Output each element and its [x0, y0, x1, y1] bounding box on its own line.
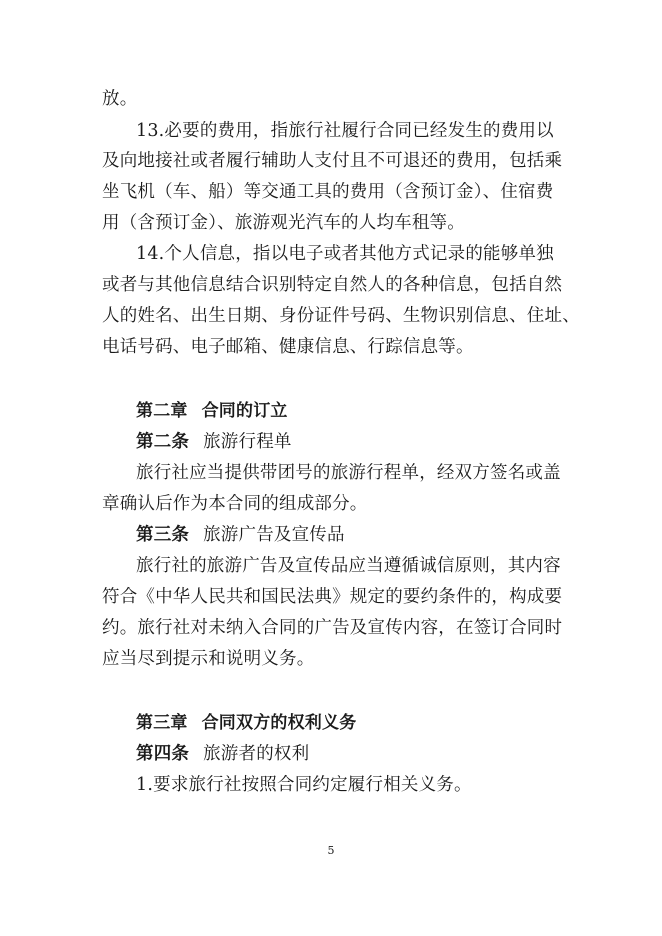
article-title: 旅游行程单: [203, 432, 292, 452]
paragraph-line: 放。: [102, 89, 138, 109]
article-title: 旅游者的权利: [203, 744, 310, 764]
chapter-title: 合同双方的权利义务: [201, 713, 357, 733]
item-13-line: 13.必要的费用，指旅行社履行合同已经发生的费用以: [136, 121, 554, 141]
article-2-text: 旅行社应当提供带团号的旅游行程单，经双方签名或盖: [136, 463, 561, 483]
item-13-line: 坐飞机（车、船）等交通工具的费用（含预订金）、住宿费: [102, 182, 554, 202]
article-3-text: 旅行社的旅游广告及宣传品应当遵循诚信原则，其内容: [136, 556, 561, 576]
article-2-heading: [136, 431, 292, 453]
item-13-line: 及向地接社或者履行辅助人支付且不可退还的费用，包括乘: [102, 151, 563, 171]
item-14-line: 人的姓名、出生日期、身份证件号码、生物识别信息、住址、: [102, 306, 580, 326]
article-4-text: 1.要求旅行社按照合同约定履行相关义务。: [136, 775, 472, 795]
chapter-2-heading: [136, 400, 288, 422]
article-3-text: 应当尽到提示和说明义务。: [102, 649, 315, 669]
article-2-text: 章确认后作为本合同的组成部分。: [102, 494, 368, 514]
article-title: 旅游广告及宣传品: [203, 525, 345, 545]
article-number: 第四条: [136, 744, 190, 764]
chapter-3-heading: [136, 712, 356, 734]
chapter-number: 第二章: [136, 401, 188, 421]
item-13-line: 用（含预订金）、旅游观光汽车的人均车租等。: [102, 213, 465, 233]
chapter-title: 合同的订立: [201, 401, 288, 421]
article-4-heading: [136, 743, 309, 765]
item-14-line: 或者与其他信息结合识别特定自然人的各种信息，包括自然: [102, 275, 563, 295]
article-number: 第三条: [136, 525, 190, 545]
chapter-number: 第三章: [136, 713, 188, 733]
article-3-text: 符合《中华人民共和国民法典》规定的要约条件的，构成要: [102, 587, 563, 607]
page-number: 5: [327, 844, 335, 857]
item-14-line: 电话号码、电子邮箱、健康信息、行踪信息等。: [102, 337, 474, 357]
article-number: 第二条: [136, 432, 190, 452]
article-3-heading: [136, 524, 345, 546]
item-14-line: 14.个人信息，指以电子或者其他方式记录的能够单独: [136, 244, 554, 264]
article-3-text: 约。旅行社对未纳入合同的广告及宣传内容，在签订合同时: [102, 618, 563, 638]
